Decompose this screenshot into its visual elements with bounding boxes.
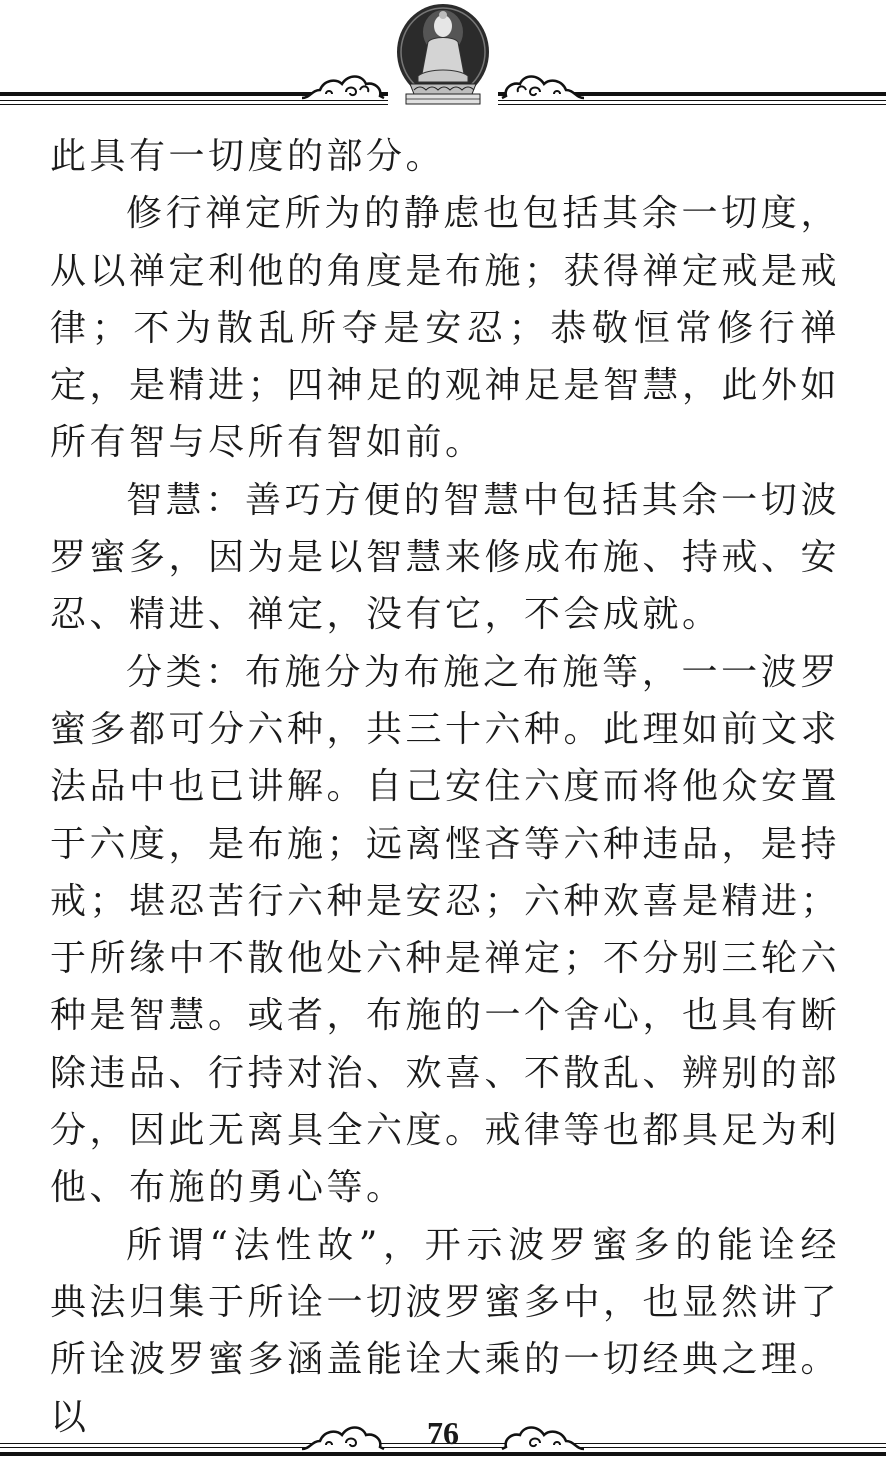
paragraph: 智慧：善巧方便的智慧中包括其余一切波罗蜜多，因为是以智慧来修成布施、持戒、安忍、精进、禅定，没有它，不会成就。 bbox=[50, 479, 841, 636]
paragraph: 分类：布施分为布施之布施等，一一波罗蜜多都可分六种，共三十六种。此理如前文求法品中也已讲解。自己安住六度而将他众安置于六度，是布施；远离悭吝等六种违品，是持戒；堪忍苦行六种是安忍；六种欢喜是精进；于所缘中不散他处六种是禅定；不分别三轮六种是智慧。或者，布施的一个舍心，也具有断除违品、行持对治、欢喜、不散乱、辨别的部分，因此无离具全六度。戒律等也都具足为利他、布施的勇心等。 bbox=[50, 651, 841, 1209]
cloud-ornament-right-icon bbox=[500, 68, 586, 104]
paragraph: 此具有一切度的部分。 bbox=[50, 136, 446, 177]
page-header bbox=[0, 0, 886, 120]
buddha-medallion-icon bbox=[388, 2, 498, 110]
page-footer bbox=[0, 1405, 886, 1467]
footer-cloud-right-icon bbox=[500, 1419, 586, 1455]
body-text bbox=[50, 128, 840, 1446]
cloud-ornament-left-icon bbox=[300, 68, 386, 104]
footer-cloud-left-icon bbox=[300, 1419, 386, 1455]
paragraph: 修行禅定所为的静虑也包括其余一切度，从以禅定利他的角度是布施；获得禅定戒是戒律；不为散乱所夺是安忍；恭敬恒常修行禅定，是精进；四神足的观神足是智慧，此外如所有智与尽所有智如前。 bbox=[50, 193, 841, 464]
paragraph: 所谓“法性故”，开示波罗蜜多的能诠经典法归集于所诠一切波罗蜜多中，也显然讲了所诠波罗蜜多涵盖能诠大乘的一切经典之理。以 bbox=[50, 1224, 841, 1438]
page-number: 76 bbox=[427, 1415, 459, 1451]
footer-rule-bottom bbox=[0, 1452, 886, 1456]
